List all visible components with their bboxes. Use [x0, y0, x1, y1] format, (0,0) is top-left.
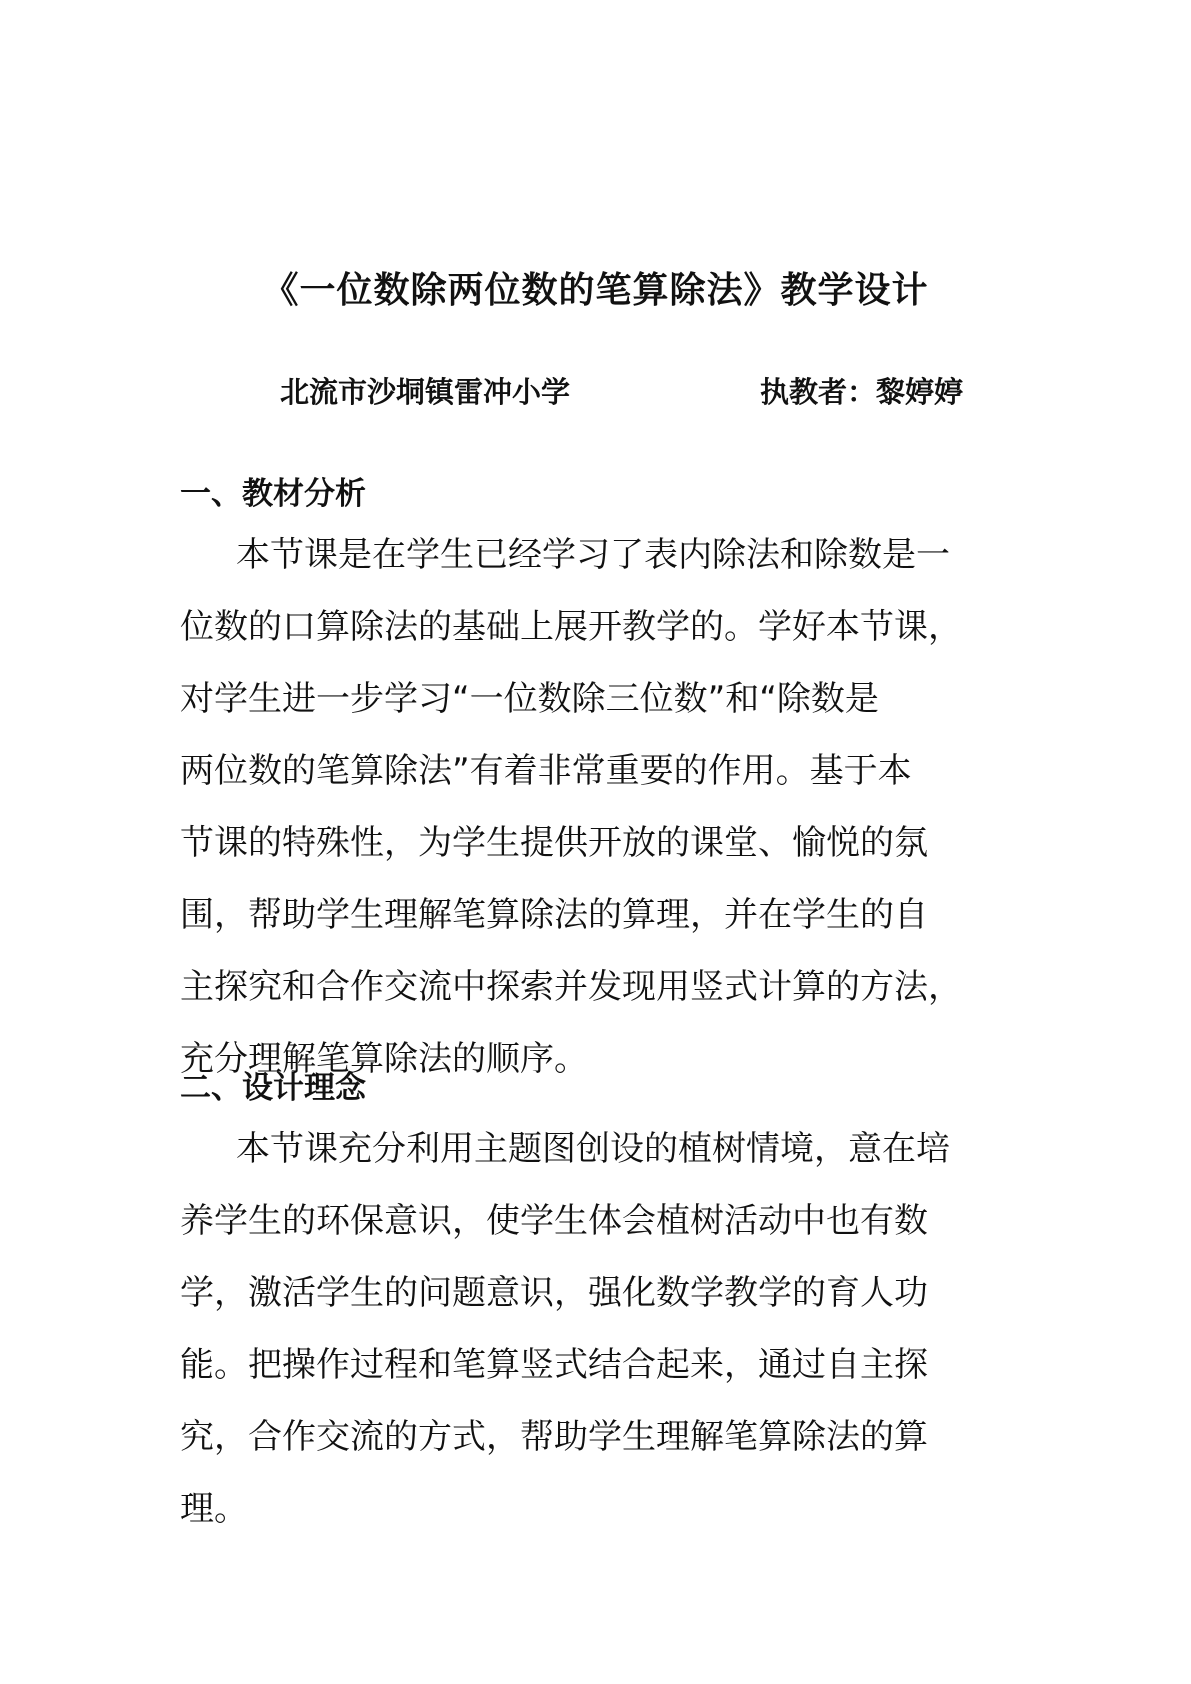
paragraph-line: 充分理解笔算除法的顺序。	[180, 1039, 588, 1079]
paragraph-line: 主探究和合作交流中探索并发现用竖式计算的方法，	[180, 967, 962, 1007]
paragraph-line: 位数的口算除法的基础上展开教学的。学好本节课，	[180, 607, 962, 647]
section-heading-design-concept: 二、设计理念	[180, 1070, 366, 1106]
paragraph-line: 本节课充分利用主题图创设的植树情境，意在培	[236, 1129, 950, 1169]
school-name: 北流市沙垌镇雷冲小学	[280, 375, 571, 409]
paragraph-line: 围，帮助学生理解笔算除法的算理，并在学生的自	[180, 895, 928, 935]
paragraph-line: 两位数的笔算除法”有着非常重要的作用。基于本	[180, 751, 912, 791]
paragraph-line: 节课的特殊性，为学生提供开放的课堂、愉悦的氛	[180, 823, 928, 863]
section-body-design-concept	[180, 1113, 1018, 1545]
teacher-credit: 执教者：黎婷婷	[760, 375, 964, 409]
section-body-textbook-analysis	[180, 519, 1018, 1095]
paragraph-line: 对学生进一步学习“一位数除三位数”和“除数是	[180, 679, 879, 719]
section-heading-textbook-analysis: 一、教材分析	[180, 476, 366, 512]
paragraph-line: 理。	[180, 1489, 248, 1529]
paragraph-line: 学，激活学生的问题意识，强化数学教学的育人功	[180, 1273, 928, 1313]
paragraph-line: 本节课是在学生已经学习了表内除法和除数是一	[236, 535, 950, 575]
paragraph-line: 究，合作交流的方式，帮助学生理解笔算除法的算	[180, 1417, 928, 1457]
document-title: 《一位数除两位数的笔算除法》教学设计	[262, 270, 929, 311]
paragraph-line: 养学生的环保意识，使学生体会植树活动中也有数	[180, 1201, 928, 1241]
paragraph-line: 能。把操作过程和笔算竖式结合起来，通过自主探	[180, 1345, 928, 1385]
